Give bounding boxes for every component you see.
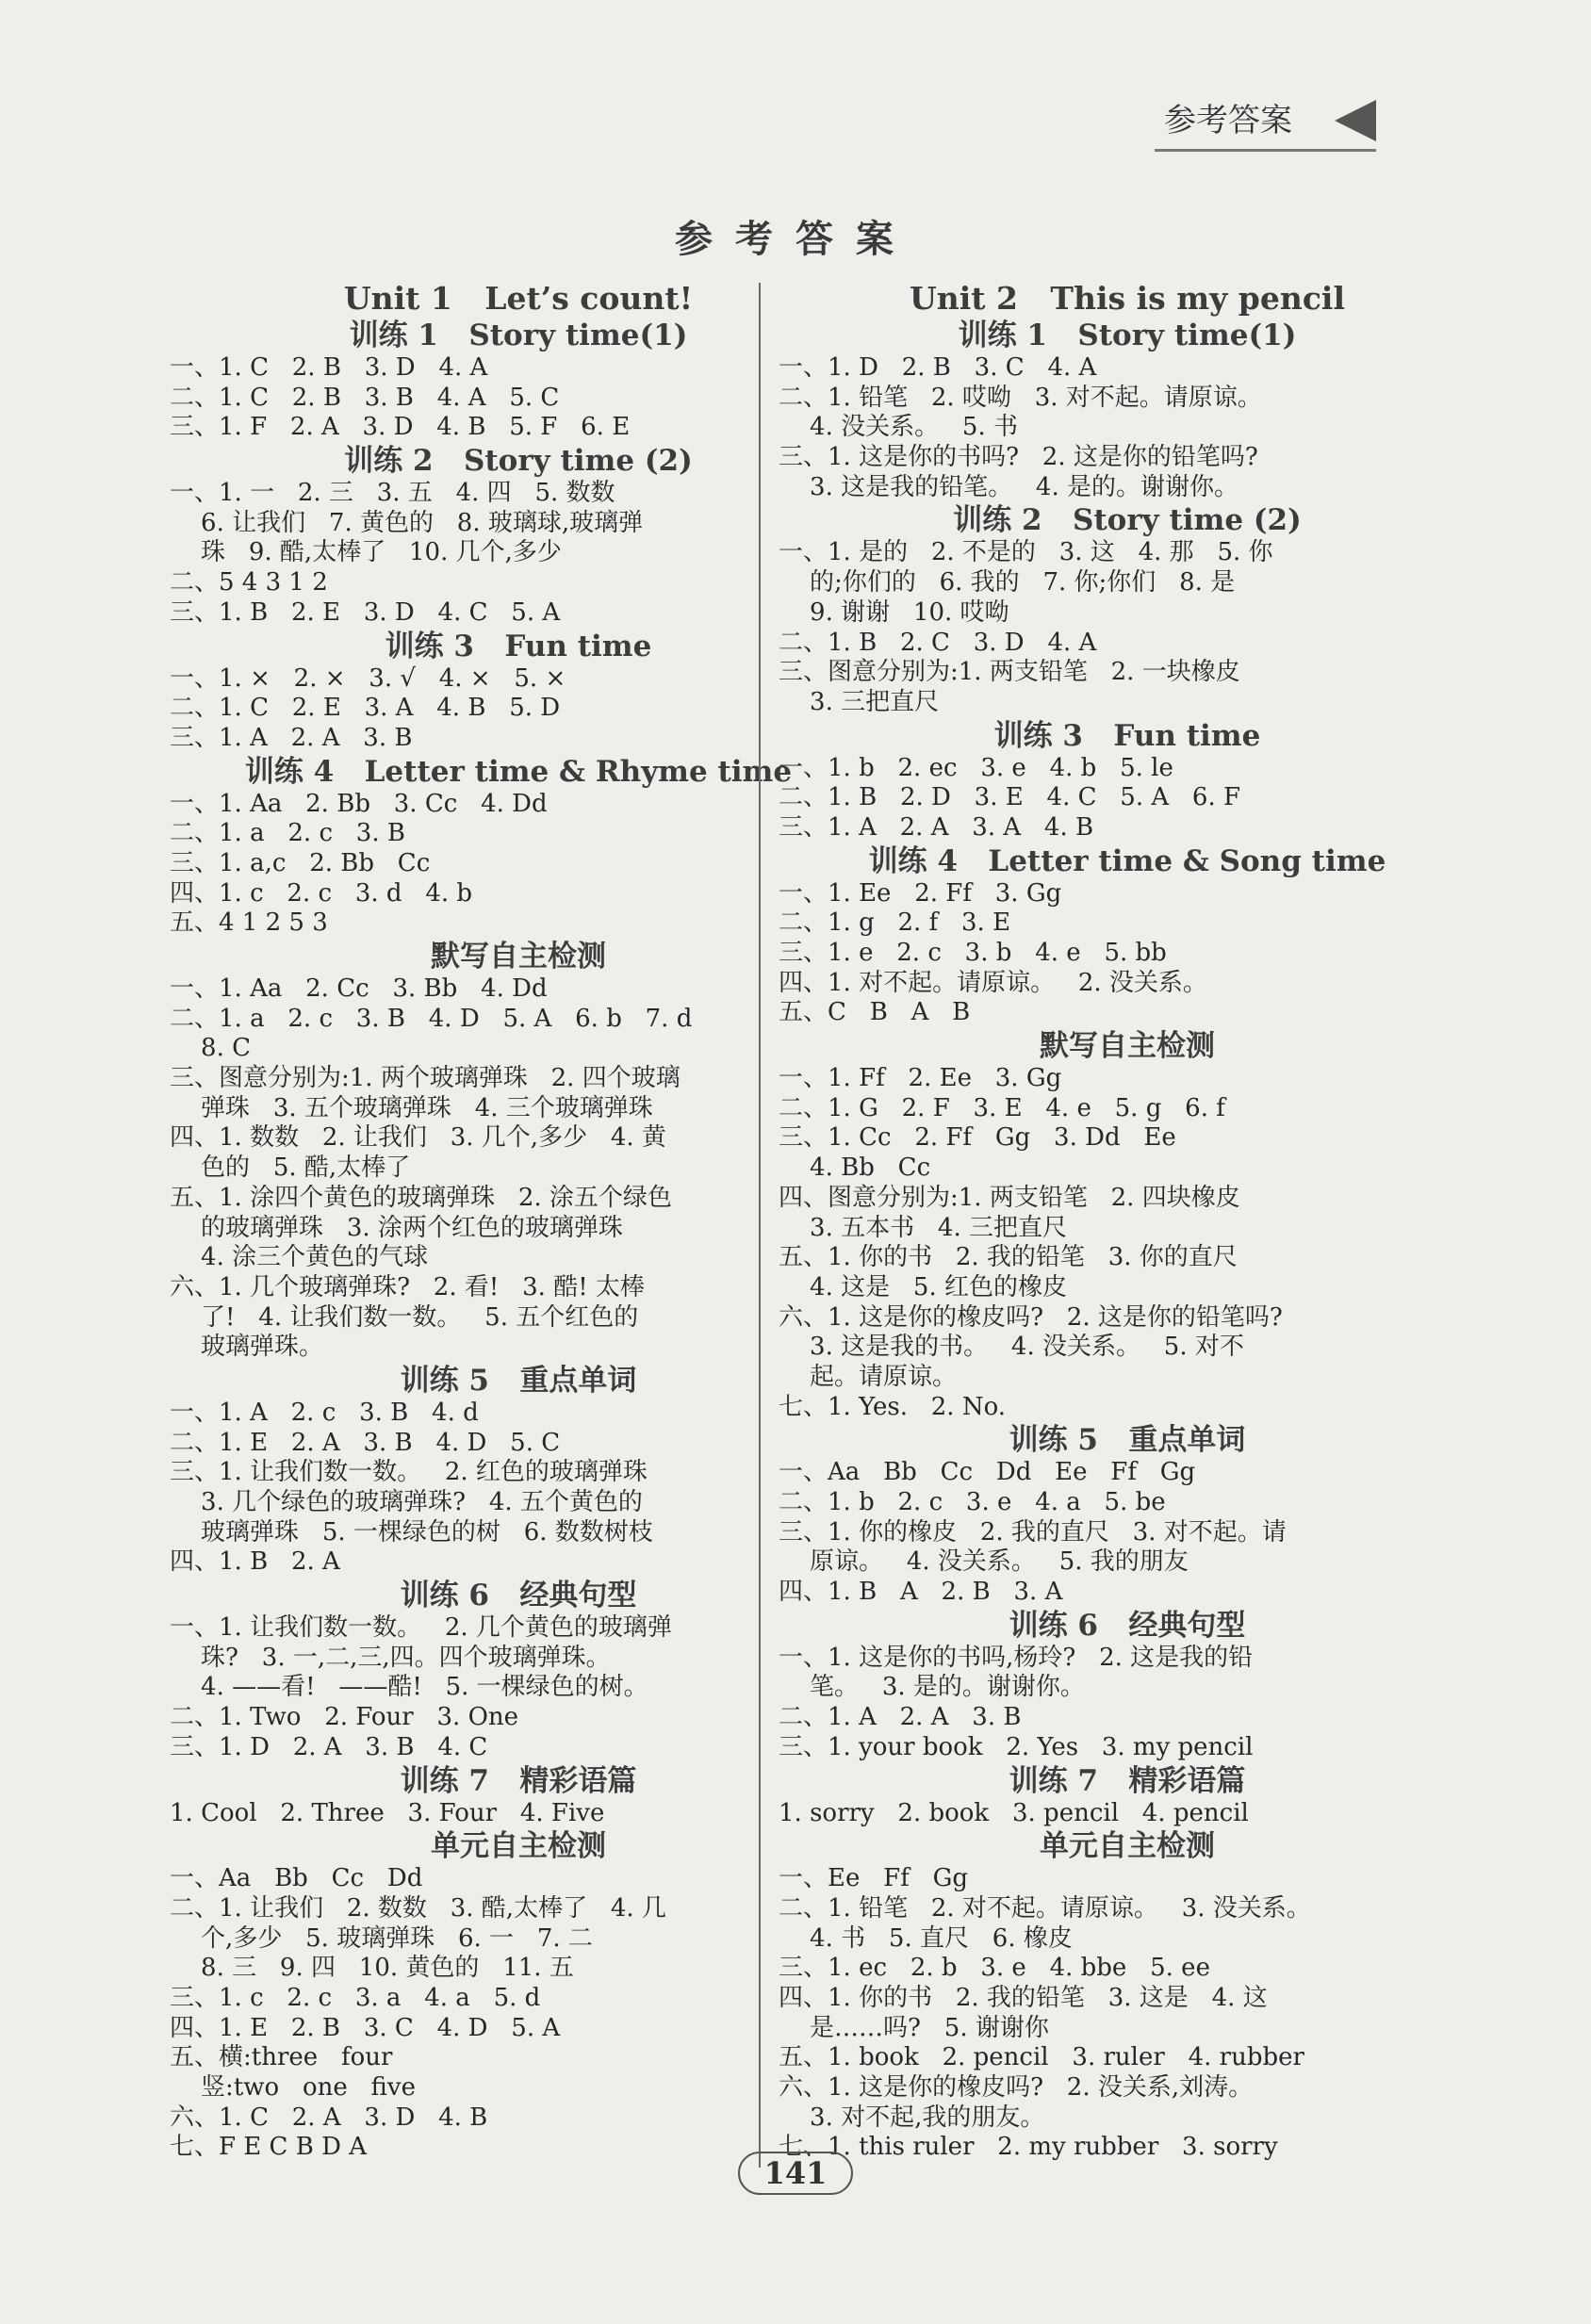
page-title: 参考答案 bbox=[675, 218, 916, 261]
answer-line: 五、C B A B bbox=[779, 998, 971, 1027]
answer-line: 三、1. Cc 2. Ff Gg 3. Dd Ee bbox=[779, 1123, 1176, 1153]
answer-line: 七、1. Yes. 2. No. bbox=[779, 1392, 1007, 1421]
answer-line: 二、1. C 2. B 3. B 4. A 5. C bbox=[170, 383, 560, 412]
answer-line: 一、1. C 2. B 3. D 4. A bbox=[170, 353, 488, 382]
answer-line: 五、1. 你的书 2. 我的铅笔 3. 你的直尺 bbox=[779, 1243, 1238, 1272]
answer-line: 玻璃弹珠。 bbox=[170, 1333, 324, 1362]
answer-line: 珠 9. 酷,太棒了 10. 几个,多少 bbox=[170, 538, 562, 567]
answer-line: 竖:two one five bbox=[170, 2073, 416, 2102]
answer-line: 4. 没关系。 5. 书 bbox=[779, 413, 1018, 442]
answer-line: 1. Cool 2. Three 3. Four 4. Five bbox=[170, 1798, 605, 1827]
answer-line: 四、1. B A 2. B 3. A bbox=[779, 1578, 1063, 1607]
section-heading: 训练 1 Story time(1) bbox=[958, 319, 1297, 352]
section-heading: 训练 5 重点单词 bbox=[400, 1363, 637, 1398]
answer-line: 三、1. A 2. A 3. A 4. B bbox=[779, 812, 1094, 842]
section-heading: 训练 6 经典句型 bbox=[400, 1579, 637, 1613]
answer-line: 六、1. 几个玻璃弹珠? 2. 看! 3. 酷! 太棒 bbox=[170, 1272, 645, 1301]
answer-line: 二、1. Two 2. Four 3. One bbox=[170, 1703, 519, 1732]
left-answer-column bbox=[170, 280, 867, 2163]
answer-line: 一、1. Aa 2. Cc 3. Bb 4. Dd bbox=[170, 974, 548, 1003]
answer-line: 二、1. a 2. c 3. B 4. D 5. A 6. b 7. d bbox=[170, 1004, 693, 1033]
answer-line: 五、横:three four bbox=[170, 2043, 393, 2072]
section-heading: 单元自主检测 bbox=[1040, 1829, 1215, 1864]
answer-line: 三、1. 你的橡皮 2. 我的直尺 3. 对不起。请 bbox=[779, 1517, 1287, 1547]
answer-line: 四、1. 对不起。请原谅。 2. 没关系。 bbox=[779, 968, 1207, 997]
answer-line: 六、1. C 2. A 3. D 4. B bbox=[170, 2103, 488, 2132]
answer-line: 了! 4. 让我们数一数。 5. 五个红色的 bbox=[170, 1302, 639, 1332]
answer-line: 一、1. b 2. ec 3. e 4. b 5. le bbox=[779, 753, 1173, 782]
answer-line: 一、1. × 2. × 3. √ 4. × 5. × bbox=[170, 663, 566, 693]
answer-line: 的玻璃弹珠 3. 涂两个红色的玻璃弹珠 bbox=[170, 1213, 623, 1242]
answer-line: 4. Bb Cc bbox=[779, 1154, 931, 1183]
answer-line: 原谅。 4. 没关系。 5. 我的朋友 bbox=[779, 1547, 1189, 1577]
answer-line: 四、1. B 2. A bbox=[170, 1547, 340, 1577]
answer-line: 个,多少 5. 玻璃弹珠 6. 一 7. 二 bbox=[170, 1923, 593, 1953]
answer-line: 五、1. 涂四个黄色的玻璃弹珠 2. 涂五个绿色 bbox=[170, 1183, 672, 1212]
answer-line: 七、F E C B D A bbox=[170, 2133, 367, 2162]
answer-line: 三、1. a,c 2. Bb Cc bbox=[170, 848, 431, 877]
tag-arrow-icon bbox=[1335, 100, 1376, 141]
answer-line: 一、1. D 2. B 3. C 4. A bbox=[779, 353, 1097, 382]
answer-line: 一、1. Ee 2. Ff 3. Gg bbox=[779, 878, 1062, 908]
answer-line: 五、4 1 2 5 3 bbox=[170, 908, 328, 938]
answer-line: 3. 五本书 4. 三把直尺 bbox=[779, 1213, 1067, 1242]
answer-line: 四、1. 你的书 2. 我的铅笔 3. 这是 4. 这 bbox=[779, 1983, 1268, 2012]
answer-line: 二、5 4 3 1 2 bbox=[170, 568, 328, 597]
answer-line: 一、1. Ff 2. Ee 3. Gg bbox=[779, 1064, 1062, 1093]
answer-line: 弹珠 3. 五个玻璃弹珠 4. 三个玻璃弹珠 bbox=[170, 1093, 653, 1122]
answer-key-tag-label: 参考答案 bbox=[1164, 102, 1292, 139]
page-footer bbox=[0, 2152, 1591, 2195]
answer-line: 三、1. D 2. A 3. B 4. C bbox=[170, 1732, 488, 1761]
answer-line: 一、Ee Ff Gg bbox=[779, 1864, 969, 1893]
answer-line: 4. 书 5. 直尺 6. 橡皮 bbox=[779, 1923, 1073, 1953]
answer-line: 色的 5. 酷,太棒了 bbox=[170, 1154, 411, 1183]
answer-line: 一、Aa Bb Cc Dd bbox=[170, 1864, 423, 1893]
column-divider bbox=[759, 283, 761, 2168]
answer-line: 二、1. E 2. A 3. B 4. D 5. C bbox=[170, 1428, 561, 1457]
section-heading: 单元自主检测 bbox=[431, 1829, 606, 1864]
answer-line: 是……吗? 5. 谢谢你 bbox=[779, 2013, 1049, 2042]
answer-line: 起。请原谅。 bbox=[779, 1362, 958, 1391]
answer-line: 一、1. 让我们数一数。 2. 几个黄色的玻璃弹 bbox=[170, 1613, 672, 1643]
answer-line: 三、1. B 2. E 3. D 4. C 5. A bbox=[170, 597, 561, 627]
answer-line: 3. 这是我的铅笔。 4. 是的。谢谢你。 bbox=[779, 472, 1238, 501]
section-heading: 训练 5 重点单词 bbox=[1009, 1423, 1246, 1458]
answer-line: 二、1. g 2. f 3. E bbox=[779, 908, 1011, 938]
answer-line: 六、1. 这是你的橡皮吗? 2. 这是你的铅笔吗? bbox=[779, 1302, 1283, 1332]
answer-line: 六、1. 这是你的橡皮吗? 2. 没关系,刘涛。 bbox=[779, 2073, 1254, 2102]
answer-line: 二、1. 让我们 2. 数数 3. 酷,太棒了 4. 几 bbox=[170, 1893, 666, 1923]
answer-line: 3. 三把直尺 bbox=[779, 687, 940, 716]
answer-line: 二、1. B 2. D 3. E 4. C 5. A 6. F bbox=[779, 783, 1241, 812]
answer-line: 的;你们的 6. 我的 7. 你;你们 8. 是 bbox=[779, 568, 1236, 597]
answer-line: 三、1. A 2. A 3. B bbox=[170, 723, 413, 752]
answer-line: 一、1. 是的 2. 不是的 3. 这 4. 那 5. 你 bbox=[779, 538, 1273, 567]
answer-line: 3. 这是我的书。 4. 没关系。 5. 对不 bbox=[779, 1333, 1244, 1362]
answer-line: 二、1. C 2. E 3. A 4. B 5. D bbox=[170, 694, 561, 723]
answer-line: 4. 涂三个黄色的气球 bbox=[170, 1243, 429, 1272]
answer-line: 珠? 3. 一,二,三,四。四个玻璃弹珠。 bbox=[170, 1643, 611, 1672]
answer-line: 8. 三 9. 四 10. 黄色的 11. 五 bbox=[170, 1954, 574, 1983]
right-answer-column bbox=[779, 280, 1476, 2163]
unit-heading: Unit 1 Let’s count! bbox=[343, 280, 694, 317]
section-heading: 训练 3 Fun time bbox=[385, 629, 652, 663]
answer-line: 玻璃弹珠 5. 一棵绿色的树 6. 数数树枝 bbox=[170, 1517, 653, 1547]
answer-line: 三、1. your book 2. Yes 3. my pencil bbox=[779, 1732, 1254, 1761]
page-number: 141 bbox=[738, 2152, 854, 2195]
answer-line: 8. C bbox=[170, 1034, 252, 1063]
answer-line: 4. 这是 5. 红色的橡皮 bbox=[779, 1272, 1067, 1301]
answer-line: 二、1. B 2. C 3. D 4. A bbox=[779, 628, 1097, 657]
answer-line: 七、1. this ruler 2. my rubber 3. sorry bbox=[779, 2133, 1278, 2162]
answer-line: 笔。 3. 是的。谢谢你。 bbox=[779, 1673, 1085, 1702]
answer-line: 一、1. Aa 2. Bb 3. Cc 4. Dd bbox=[170, 789, 548, 818]
answer-line: 9. 谢谢 10. 哎呦 bbox=[779, 597, 1009, 627]
answer-line: 二、1. A 2. A 3. B bbox=[779, 1703, 1022, 1732]
answer-line: 四、1. c 2. c 3. d 4. b bbox=[170, 878, 473, 908]
answer-line: 四、1. E 2. B 3. C 4. D 5. A bbox=[170, 2013, 561, 2042]
section-heading: 训练 2 Story time (2) bbox=[344, 444, 693, 479]
answer-line: 一、1. A 2. c 3. B 4. d bbox=[170, 1398, 479, 1427]
answer-line: 四、图意分别为:1. 两支铅笔 2. 四块橡皮 bbox=[779, 1183, 1240, 1212]
section-heading: 训练 7 精彩语篇 bbox=[1009, 1763, 1246, 1798]
answer-line: 3. 对不起,我的朋友。 bbox=[779, 2103, 1045, 2132]
answer-line: 二、1. G 2. F 3. E 4. e 5. g 6. f bbox=[779, 1093, 1225, 1122]
answer-line: 三、1. F 2. A 3. D 4. B 5. F 6. E bbox=[170, 413, 631, 442]
answer-line: 三、图意分别为:1. 两个玻璃弹珠 2. 四个玻璃 bbox=[170, 1064, 681, 1093]
answer-key-tag bbox=[1155, 83, 1376, 152]
answer-line: 二、1. 铅笔 2. 哎呦 3. 对不起。请原谅。 bbox=[779, 383, 1262, 412]
section-heading: 训练 3 Fun time bbox=[993, 718, 1261, 753]
section-heading: 训练 4 Letter time & Song time bbox=[868, 843, 1386, 878]
answer-line: 三、1. ec 2. b 3. e 4. bbe 5. ee bbox=[779, 1954, 1210, 1983]
answer-line: 三、图意分别为:1. 两支铅笔 2. 一块橡皮 bbox=[779, 658, 1240, 687]
answer-line: 一、1. 一 2. 三 3. 五 4. 四 5. 数数 bbox=[170, 479, 615, 508]
unit-heading: Unit 2 This is my pencil bbox=[909, 280, 1346, 317]
section-heading: 训练 4 Letter time & Rhyme time bbox=[244, 754, 793, 789]
answer-line: 三、1. c 2. c 3. a 4. a 5. d bbox=[170, 1983, 541, 2012]
section-heading: 训练 1 Story time(1) bbox=[349, 319, 688, 352]
answer-line: 3. 几个绿色的玻璃弹珠? 4. 五个黄色的 bbox=[170, 1488, 643, 1516]
answer-line: 五、1. book 2. pencil 3. ruler 4. rubber bbox=[779, 2043, 1304, 2072]
answer-line: 三、1. 这是你的书吗? 2. 这是你的铅笔吗? bbox=[779, 443, 1258, 472]
answer-line: 二、1. b 2. c 3. e 4. a 5. be bbox=[779, 1488, 1166, 1516]
answer-line: 二、1. a 2. c 3. B bbox=[170, 819, 405, 848]
answer-line: 四、1. 数数 2. 让我们 3. 几个,多少 4. 黄 bbox=[170, 1123, 666, 1153]
answer-line: 4. ——看! ——酷! 5. 一棵绿色的树。 bbox=[170, 1673, 648, 1702]
answer-line: 一、1. 这是你的书吗,杨玲? 2. 这是我的铅 bbox=[779, 1643, 1254, 1672]
section-heading: 训练 6 经典句型 bbox=[1009, 1608, 1246, 1643]
section-heading: 训练 2 Story time (2) bbox=[953, 503, 1302, 538]
answer-line: 三、1. 让我们数一数。 2. 红色的玻璃弹珠 bbox=[170, 1458, 648, 1487]
answer-line: 二、1. 铅笔 2. 对不起。请原谅。 3. 没关系。 bbox=[779, 1893, 1311, 1923]
section-heading: 默写自主检测 bbox=[431, 940, 606, 974]
answer-line: 6. 让我们 7. 黄色的 8. 玻璃球,玻璃弹 bbox=[170, 508, 644, 537]
section-heading: 默写自主检测 bbox=[1040, 1029, 1215, 1064]
answer-line: 1. sorry 2. book 3. pencil 4. pencil bbox=[779, 1798, 1249, 1827]
section-heading: 训练 7 精彩语篇 bbox=[400, 1763, 637, 1798]
answer-line: 三、1. e 2. c 3. b 4. e 5. bb bbox=[779, 939, 1167, 967]
answer-line: 一、Aa Bb Cc Dd Ee Ff Gg bbox=[779, 1458, 1196, 1487]
